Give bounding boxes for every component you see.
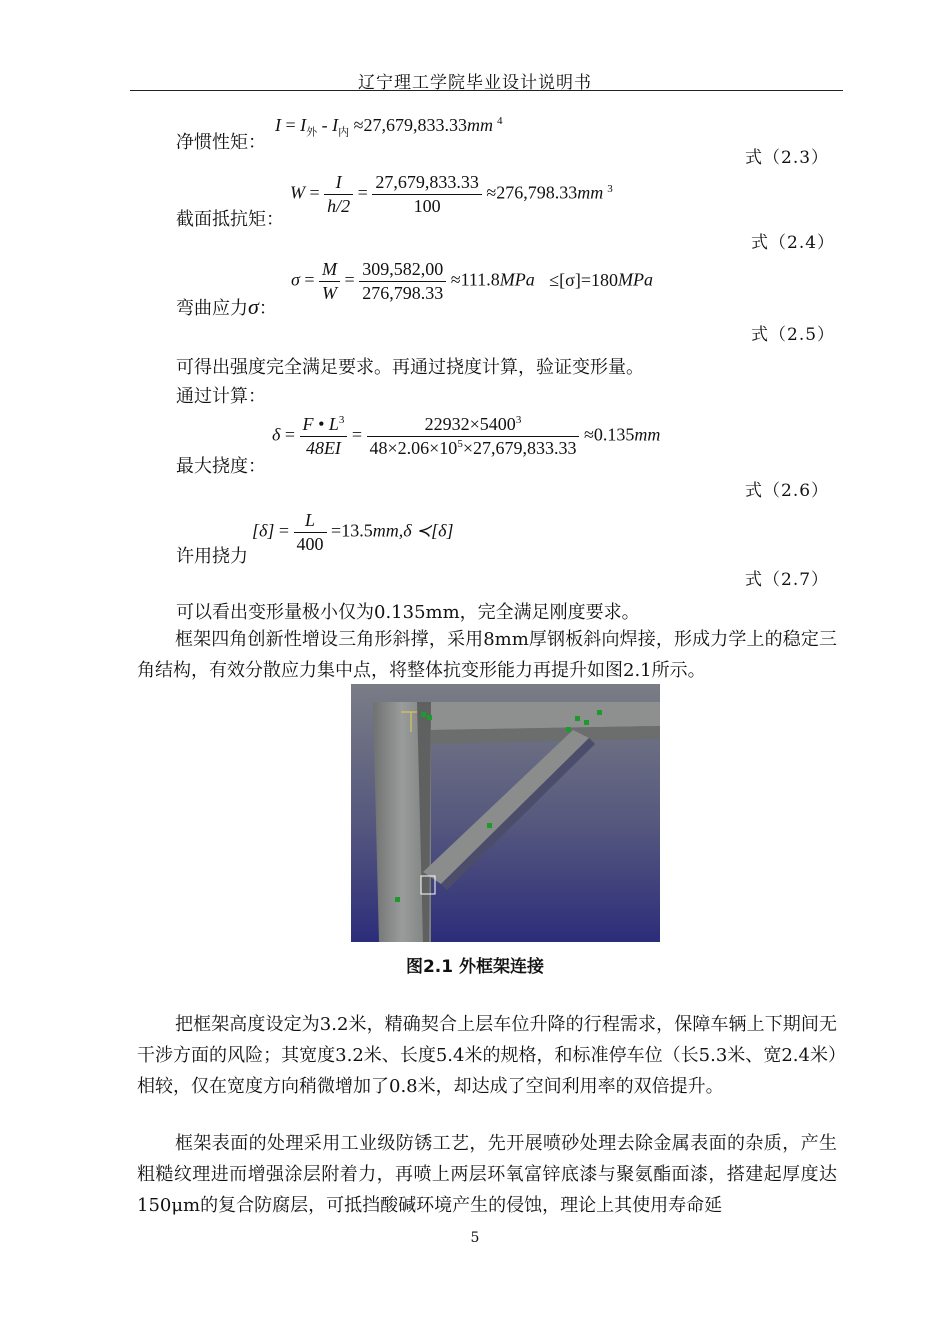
eq3-inner-sub: 内 — [338, 126, 350, 139]
eq7-f-den: 400 — [296, 534, 324, 554]
eq7-unit: mm — [372, 520, 399, 541]
eq6-approx: ≈0.135 — [583, 424, 635, 445]
top-beam — [417, 702, 660, 730]
eq5-label-wrap — [176, 294, 277, 320]
text-line-3: 可以看出变形量极小仅为0.135mm，完全满足刚度要求。 — [176, 602, 640, 623]
paragraph-3: 框架表面的处理采用工业级防锈工艺，先开展喷砂处理去除金属表面的杂质，产生粗糙纹理进而增强涂层附着力，再喷上两层环氧富锌底漆与聚氨酯面漆，搭建起厚度达150μm的复合防腐层，可抵挡酸碱环境产生的侵蚀，理论上其使用寿命延 — [137, 1133, 837, 1216]
eq4-approx: ≈276,798.33 — [486, 182, 578, 203]
eq3-label: 净惯性矩： — [176, 132, 266, 153]
weld-marker — [575, 716, 580, 721]
eq5-fraction-1 — [319, 259, 340, 304]
eq5-f2-num: 309,582,00 — [359, 259, 446, 282]
eq6-f1-den: 48EI — [305, 438, 341, 458]
text-line-2: 通过计算： — [176, 386, 266, 407]
eq4-W: W — [290, 182, 305, 203]
eq4-fraction-1 — [324, 172, 353, 217]
eq6-eq2: = — [351, 424, 362, 445]
eq6-f2-num: 22932×5400 — [424, 414, 516, 434]
eq3-I: I — [275, 115, 281, 135]
eq3-exp: 4 — [497, 115, 503, 127]
eq6-f1-num-exp: 3 — [338, 414, 345, 426]
eq6-f2-num-wrap — [367, 414, 580, 437]
eq6-formula — [272, 414, 660, 459]
eq4-number: 式（2.4） — [751, 233, 836, 253]
weld-marker — [395, 897, 400, 902]
eq6-f2-num-exp: 3 — [515, 414, 522, 426]
eq5-eq1: = — [304, 269, 315, 290]
eq6-number: 式（2.6） — [745, 481, 830, 501]
eq5-number: 式（2.5） — [751, 325, 836, 345]
eq6-f2-den-a: 48×2.06×10 — [369, 438, 458, 458]
weld-marker — [584, 720, 589, 725]
eq4-f1-num: I — [324, 172, 353, 195]
paragraph-1: 框架四角创新性增设三角形斜撑，采用8mm厚钢板斜向焊接，形成力学上的稳定三角结构，有效分散应力集中点，将整体抗变形能力再提升如图2.1所示。 — [137, 629, 837, 681]
eq5-approx: ≈111.8 — [450, 269, 500, 290]
eq6-label: 最大挠度： — [176, 456, 266, 477]
eq3-number: 式（2.3） — [745, 148, 830, 168]
eq5-label: 弯曲应力 — [176, 298, 248, 319]
page-header: 辽宁理工学院毕业设计说明书 — [358, 73, 592, 93]
eq5-fraction-2 — [359, 259, 446, 304]
eq3-eq: = — [285, 115, 296, 135]
paragraph-2: 把框架高度设定为3.2米，精确契合上层车位升降的行程需求，保障车辆上下期间无干涉方面的风险；其宽度3.2米、长度5.4米的规格，和标准停车位（长5.3米、宽2.4米）相较，仅在宽度方向稍微增加了0.8米，却达成了空间利用率的双倍提升。 — [137, 1014, 837, 1097]
eq4-label: 截面抵抗矩： — [176, 209, 284, 230]
eq3-formula — [275, 115, 503, 140]
figure-frame-image — [351, 684, 660, 942]
figure-caption: 图2.1 外框架连接 — [405, 957, 545, 977]
eq3-approx: ≈27,679,833.33 — [353, 115, 468, 135]
eq3-I-inner: I — [332, 115, 339, 135]
eq7-eq: = — [278, 520, 290, 541]
eq7-number: 式（2.7） — [745, 570, 830, 590]
eq5-formula — [291, 259, 653, 304]
weld-marker — [566, 727, 571, 732]
eq7-tail: ,δ ≺[δ] — [398, 520, 454, 541]
eq6-delta: δ — [272, 424, 281, 445]
eq6-f2-den-b: ×27,679,833.33 — [462, 438, 577, 458]
eq4-f2-num: 27,679,833.33 — [372, 172, 482, 195]
eq4-f1-den: h/2 — [327, 196, 351, 216]
eq6-f2-den-wrap — [367, 437, 580, 459]
eq6-eq1: = — [284, 424, 296, 445]
eq3-outer-sub: 外 — [306, 126, 318, 139]
eq7-f-num: L — [294, 510, 327, 533]
eq4-unit: mm — [577, 182, 604, 203]
eq6-fraction-2 — [367, 414, 580, 459]
frame-render — [351, 684, 660, 942]
eq4-exp: 3 — [607, 182, 613, 195]
eq5-unit2: MPa — [617, 269, 653, 290]
weld-marker — [427, 715, 432, 720]
eq5-f1-num: M — [319, 259, 340, 282]
eq7-fraction — [294, 510, 327, 555]
eq6-f1-num-wrap — [300, 414, 348, 437]
weld-marker — [487, 823, 492, 828]
eq5-lhs: σ — [291, 269, 300, 290]
eq6-f2-den-exp: 5 — [457, 438, 463, 450]
eq4-eq2: = — [357, 182, 368, 203]
eq6-fraction-1 — [300, 414, 348, 459]
eq5-eq2: = — [344, 269, 355, 290]
eq7-result: =13.5 — [331, 520, 373, 541]
eq4-eq1: = — [309, 182, 320, 203]
eq5-f2-den: 276,798.33 — [362, 283, 444, 303]
eq3-minus: - — [321, 115, 328, 135]
weld-marker — [597, 710, 602, 715]
eq5-le: ≤[σ]=180 — [549, 269, 618, 290]
page-number: 5 — [470, 1230, 480, 1246]
text-line-1: 可得出强度完全满足要求。再通过挠度计算，验证变形量。 — [176, 357, 644, 378]
eq3-unit: mm — [467, 115, 494, 135]
eq4-fraction-2 — [372, 172, 482, 217]
eq3-I-outer: I — [300, 115, 307, 135]
eq5-colon: ： — [258, 298, 277, 319]
eq6-unit: mm — [634, 424, 661, 445]
eq5-sigma: σ — [248, 294, 259, 319]
eq7-lhs: [δ] — [252, 520, 275, 541]
eq4-formula — [290, 172, 613, 217]
eq4-f2-den: 100 — [413, 196, 441, 216]
eq6-f1-num: F • L — [302, 414, 339, 434]
weld-marker — [421, 712, 426, 717]
eq7-label: 许用挠力 — [176, 546, 248, 567]
eq7-formula — [252, 510, 454, 555]
eq5-f1-den: W — [322, 283, 338, 303]
header-rule — [130, 90, 843, 91]
eq5-unit1: MPa — [499, 269, 535, 290]
